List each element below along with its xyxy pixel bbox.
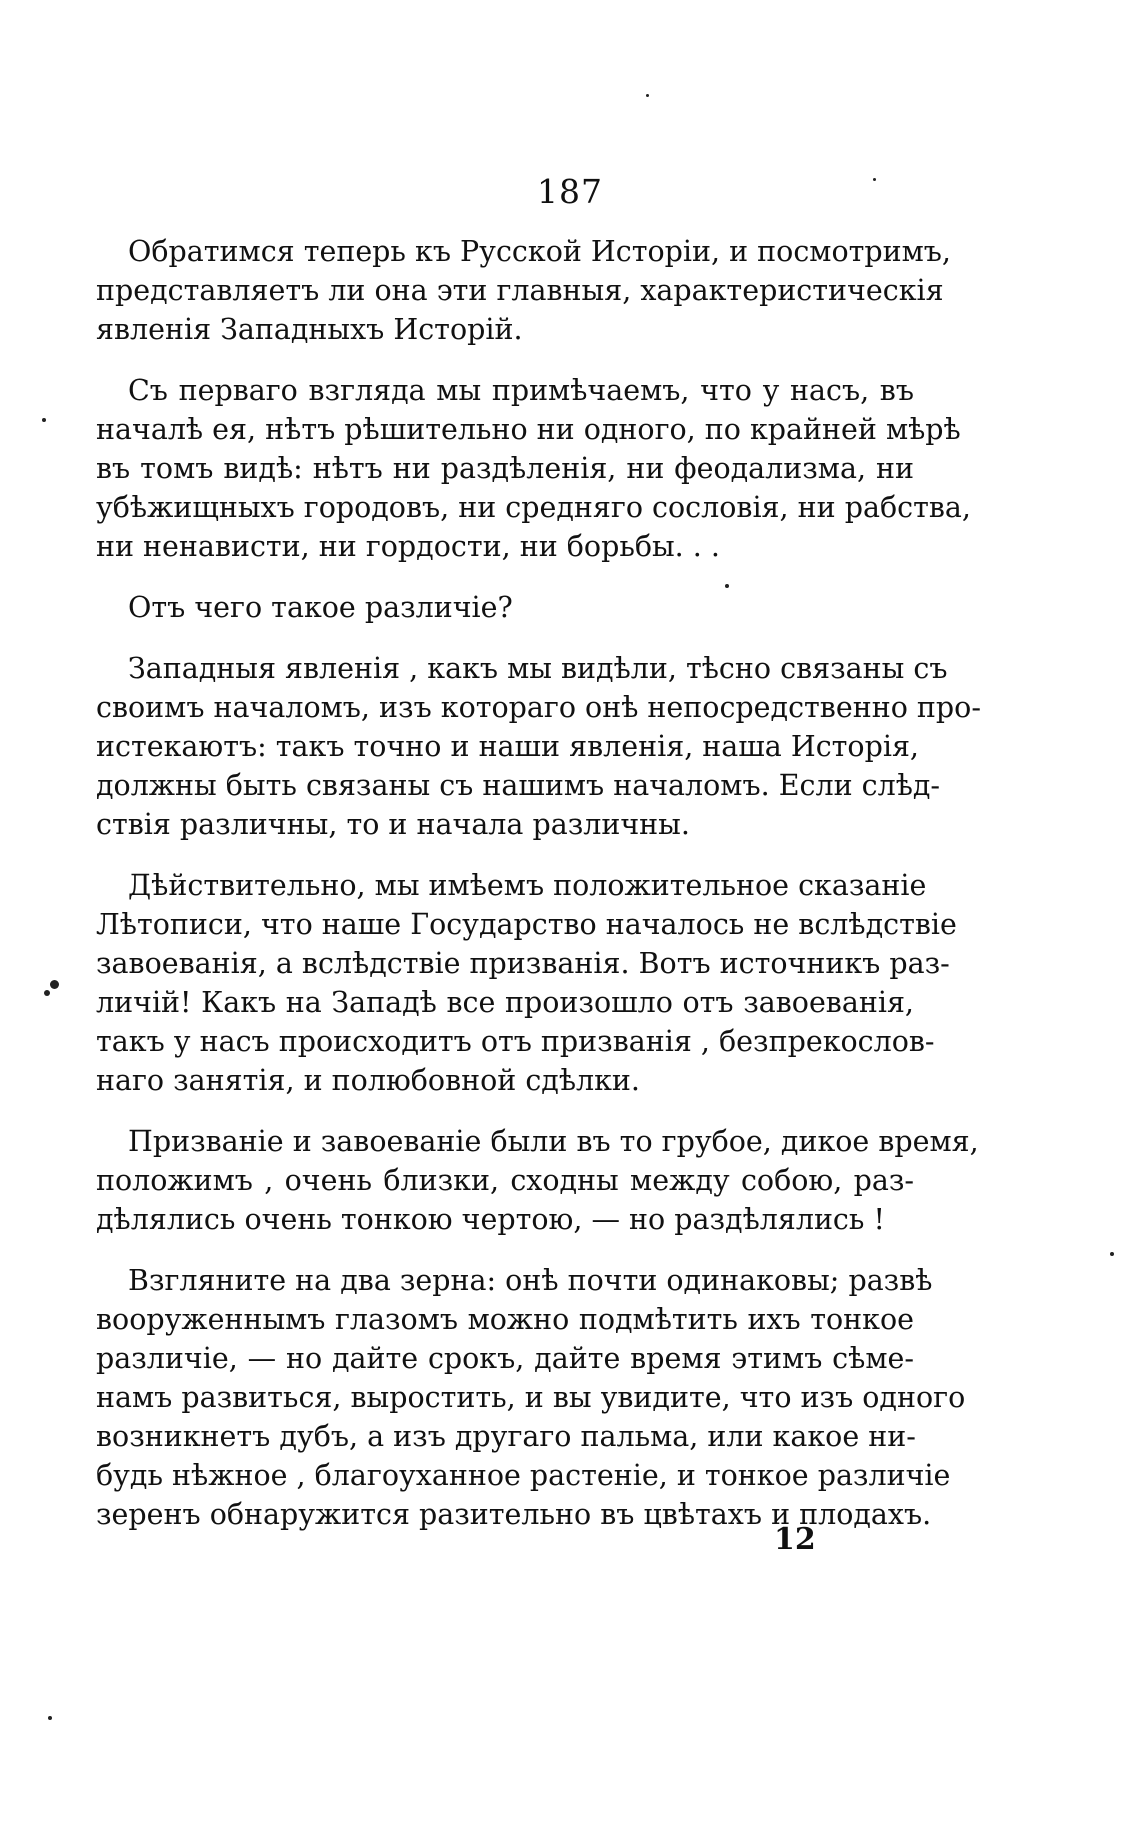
text-line: будь нѣжное , благоуханное растеніе, и тонкое различіе <box>96 1459 951 1492</box>
text-line: дѣлялись очень тонкою чертою, — но раздѣлялись ! <box>96 1203 885 1236</box>
paragraph <box>96 232 951 349</box>
scan-speck <box>873 178 876 181</box>
paragraph <box>96 371 971 566</box>
scan-speck <box>44 990 50 996</box>
text-line: зеренъ обнаружится разительно въ цвѣтахъ и плодахъ. <box>96 1498 932 1531</box>
paragraph <box>96 649 981 844</box>
scan-speck <box>50 980 59 989</box>
text-line: Дѣйствительно, мы имѣемъ положительное сказаніе <box>128 869 927 902</box>
text-line: въ томъ видѣ: нѣтъ ни раздѣленія, ни феодализма, ни <box>96 452 914 485</box>
text-line: Съ перваго взгляда мы примѣчаемъ, что у насъ, въ <box>128 374 914 407</box>
scan-speck <box>1110 1252 1114 1256</box>
text-line: наго занятія, и полюбовной сдѣлки. <box>96 1064 640 1097</box>
scan-speck <box>42 418 46 422</box>
text-line: Западныя явленія , какъ мы видѣли, тѣсно связаны съ <box>128 652 948 685</box>
text-line: должны быть связаны съ нашимъ началомъ. Если слѣд- <box>96 769 941 802</box>
text-line: завоеванія, а вслѣдствіе призванія. Вотъ источникъ раз- <box>96 947 950 980</box>
paragraph <box>96 1261 966 1534</box>
text-line: вооруженнымъ глазомъ можно подмѣтить ихъ тонкое <box>96 1303 914 1336</box>
text-line: различіе, — но дайте срокъ, дайте время этимъ сѣме- <box>96 1342 914 1375</box>
body-text <box>96 232 981 1556</box>
text-line: убѣжищныхъ городовъ, ни средняго сословія, ни рабства, <box>96 491 971 524</box>
scan-speck <box>646 94 649 97</box>
paragraph <box>96 588 914 627</box>
text-line: Лѣтописи, что наше Государство началось не вслѣдствіе <box>96 908 957 941</box>
paragraph <box>96 1122 979 1239</box>
text-line: намъ развиться, выростить, и вы увидите, что изъ одного <box>96 1381 966 1414</box>
page-number: 187 <box>537 172 603 211</box>
text-line: такъ у насъ происходитъ отъ призванія , безпрекослов- <box>96 1025 935 1058</box>
signature-mark: 12 <box>774 1522 816 1557</box>
text-line: ствія различны, то и начала различны. <box>96 808 690 841</box>
scan-speck <box>725 584 729 588</box>
text-line: Призваніе и завоеваніе были въ то грубое, дикое время, <box>128 1125 979 1158</box>
text-line: личій! Какъ на Западѣ все произошло отъ завоеванія, <box>96 986 914 1019</box>
text-line: Отъ чего такое различіе? <box>128 591 513 624</box>
text-line: возникнетъ дубъ, а изъ другаго пальма, или какое ни- <box>96 1420 916 1453</box>
text-line: Взгляните на два зерна: онѣ почти одинаковы; развѣ <box>128 1264 933 1297</box>
text-line: своимъ началомъ, изъ котораго онѣ непосредственно про- <box>96 691 981 724</box>
paragraph <box>96 866 957 1100</box>
text-line: ни ненависти, ни гордости, ни борьбы. . . <box>96 530 720 563</box>
text-line: началѣ ея, нѣтъ рѣшительно ни одного, по крайней мѣрѣ <box>96 413 961 446</box>
text-line: истекаютъ: такъ точно и наши явленія, наша Исторія, <box>96 730 919 763</box>
scan-speck <box>48 1716 52 1720</box>
text-line: Обратимся теперь къ Русской Исторіи, и посмотримъ, <box>128 235 951 268</box>
text-line: явленія Западныхъ Исторій. <box>96 313 523 346</box>
text-line: положимъ , очень близки, сходны между собою, раз- <box>96 1164 914 1197</box>
text-line: представляетъ ли она эти главныя, характеристическія <box>96 274 944 307</box>
